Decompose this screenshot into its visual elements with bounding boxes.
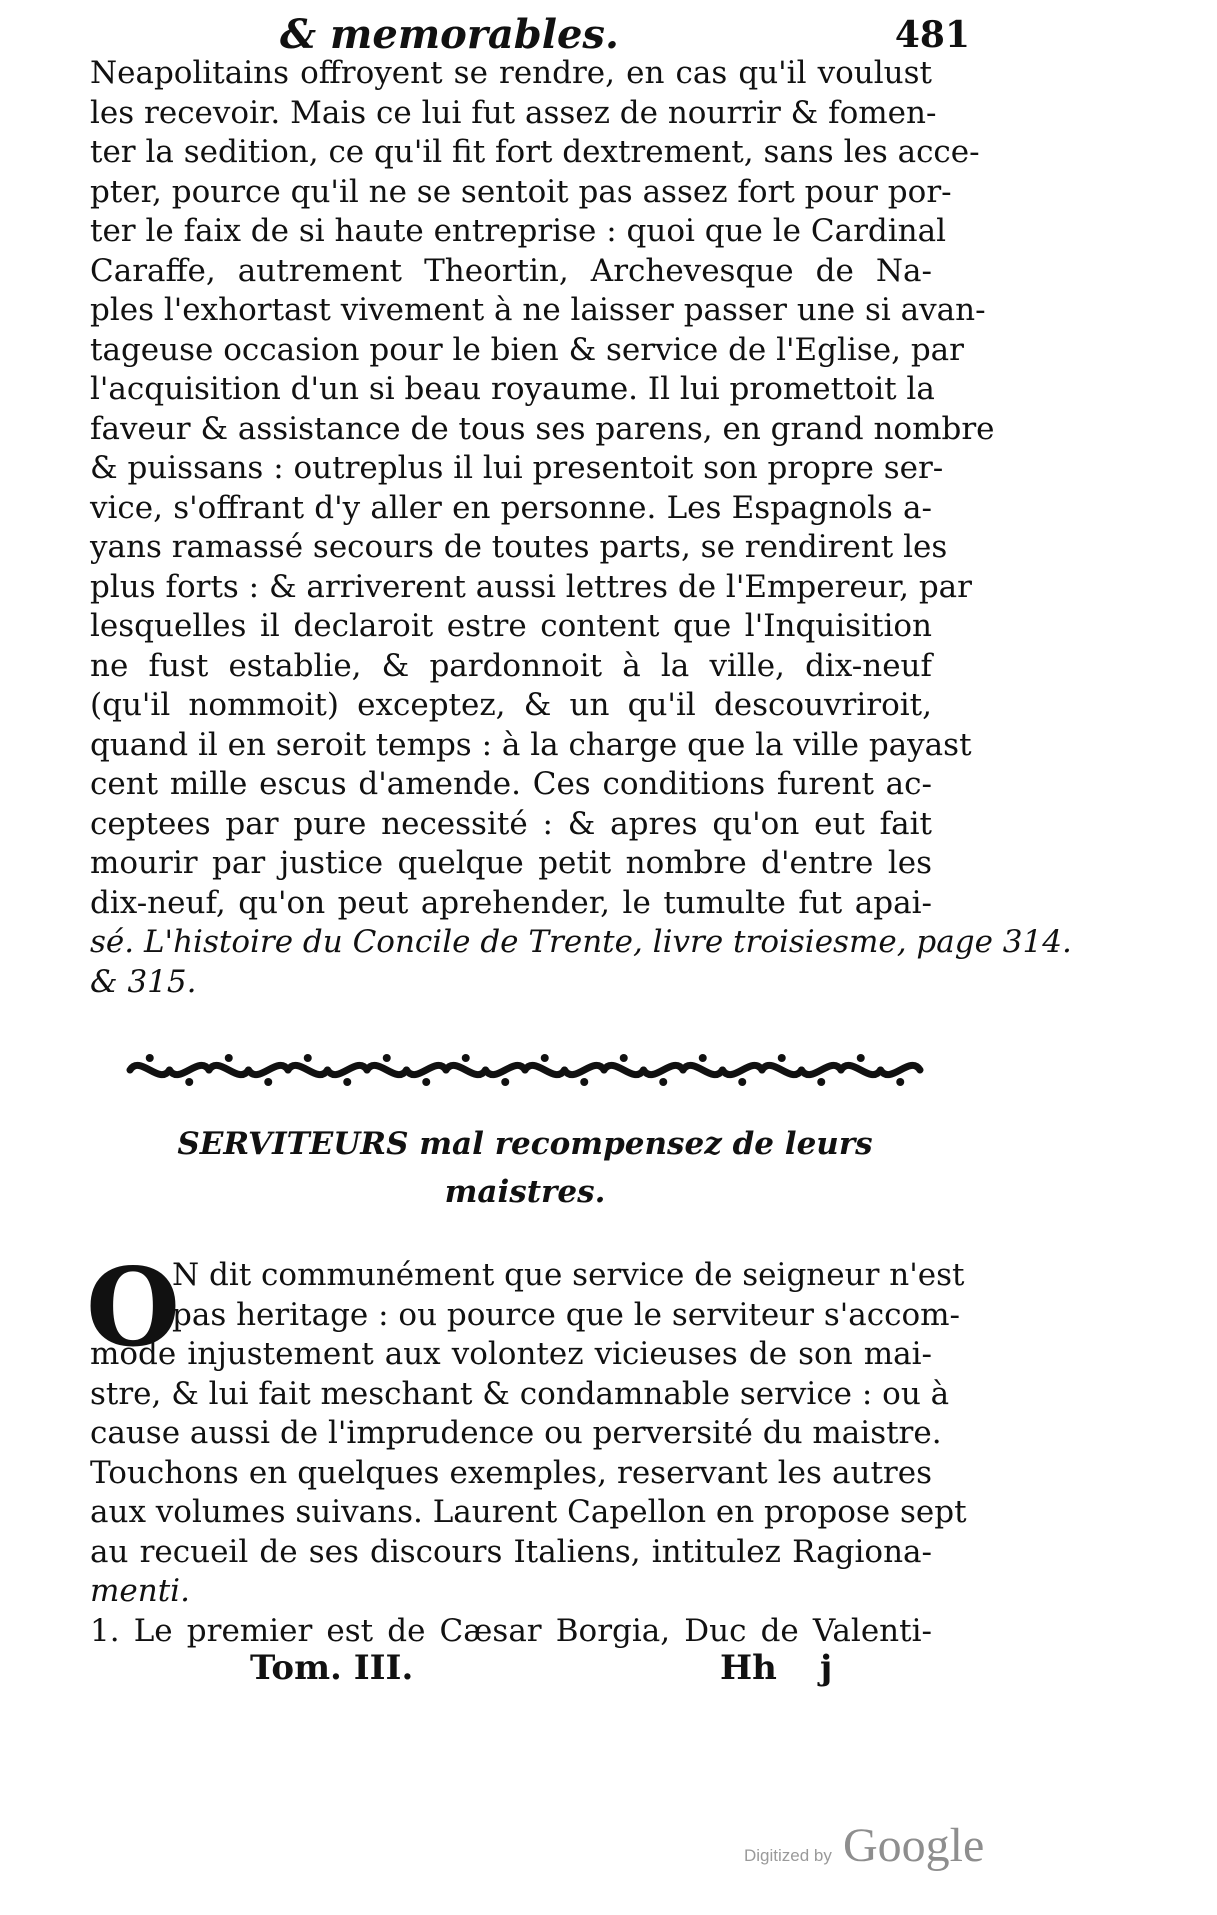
ornament-dot — [185, 1078, 193, 1086]
paragraph-continued — [90, 54, 1072, 1002]
text-line: vice, s'offrant d'y aller en personne. Les Espagnols a- — [90, 489, 932, 526]
drop-cap: O — [86, 1245, 181, 1371]
ornament-band — [130, 1048, 920, 1092]
ornament-dot — [738, 1078, 746, 1086]
digitized-by-label: Digitized by — [744, 1846, 832, 1865]
ornament-dot — [462, 1054, 470, 1062]
citation-line: sé. L'histoire du Concile de Trente, livre troisiesme, page 314. — [90, 924, 1072, 960]
text-line: stre, & lui fait meschant & condamnable service : ou à — [90, 1375, 950, 1412]
ornament-flourish — [249, 1065, 289, 1074]
text-line: quand il en seroit temps : à la charge que la ville payast — [90, 726, 972, 763]
ornament-flourish — [802, 1065, 842, 1074]
running-title: & memorables. — [280, 11, 619, 58]
ornament-dot — [541, 1054, 549, 1062]
ornament-dot — [304, 1054, 312, 1062]
citation-line: & 315. — [90, 963, 197, 1000]
text-line: mode injustement aux volontez vicieuses de son mai- — [90, 1336, 932, 1372]
digitization-watermark — [744, 1818, 984, 1878]
ornament-flourish — [841, 1065, 881, 1074]
section-heading — [150, 1120, 900, 1216]
paragraph-opening — [90, 1256, 967, 1651]
text-line: N dit communément que service de seigneur n'est — [172, 1257, 965, 1293]
text-line: plus forts : & arriverent aussi lettres de l'Empereur, par — [90, 568, 972, 605]
ornament-flourish — [881, 1065, 921, 1074]
ornament-dot — [896, 1078, 904, 1086]
ornament-dot — [620, 1054, 628, 1062]
text-line: & puissans : outreplus il lui presentoit son propre ser- — [90, 450, 944, 486]
text-line: cause aussi de l'imprudence ou perversité du maistre. — [90, 1415, 942, 1451]
text-line: ter la sedition, ce qu'il fit fort dextrement, sans les acce- — [90, 134, 980, 170]
ornament-flourish — [170, 1065, 210, 1074]
google-logo: Google — [842, 1819, 985, 1872]
ornament-flourish — [644, 1065, 684, 1074]
text-line: cent mille escus d'amende. Ces conditions furent ac- — [90, 766, 932, 802]
text-line: dix-neuf, qu'on peut aprehender, le tumulte fut apai- — [90, 884, 932, 921]
text-line: yans ramassé secours de toutes parts, se rendirent les — [90, 529, 948, 565]
page-footer — [130, 1646, 850, 1690]
section-heading-line: maistres. — [444, 1174, 606, 1210]
text-line: les recevoir. Mais ce lui fut assez de nourrir & fomen- — [90, 94, 937, 131]
text-line: Caraffe, autrement Theortin, Archevesque de Na- — [90, 252, 932, 289]
text-line: Touchons en quelques exemples, reservant les autres — [90, 1454, 932, 1491]
text-line: pas heritage : ou pource que le serviteur s'accom- — [172, 1296, 960, 1333]
text-line: ples l'exhortast vivement à ne laisser passer une si avan- — [90, 292, 986, 328]
text-line: mourir par justice quelque petit nombre d'entre les — [90, 845, 932, 881]
text-line: ter le faix de si haute entreprise : quoi que le Cardinal — [90, 213, 947, 249]
ornament-flourish — [723, 1065, 763, 1074]
ornament-dot — [778, 1054, 786, 1062]
ornament-flourish — [288, 1065, 328, 1074]
ornament-flourish — [762, 1065, 802, 1074]
text-line: pter, pource qu'il ne se sentoit pas assez fort pour por- — [90, 173, 952, 210]
ornament-flourish — [209, 1065, 249, 1074]
text-line: tageuse occasion pour le bien & service de l'Eglise, par — [90, 331, 964, 368]
section-heading-line: SERVITEURS mal recompensez de leurs — [177, 1126, 873, 1162]
ornament-flourish — [486, 1065, 526, 1074]
ornament-dot — [422, 1078, 430, 1086]
catchword: j — [820, 1648, 833, 1688]
text-line: lesquelles il declaroit estre content que l'Inquisition — [90, 608, 932, 644]
text-line: l'acquisition d'un si beau royaume. Il lui promettoit la — [90, 371, 935, 407]
ornament-dot — [383, 1054, 391, 1062]
ornament-flourish — [130, 1065, 170, 1074]
text-line: Neapolitains offroyent se rendre, en cas qu'il voulust — [90, 55, 932, 91]
ornament-flourish — [407, 1065, 447, 1074]
ornament-dot — [146, 1054, 154, 1062]
text-line: menti. — [90, 1573, 190, 1609]
text-line: (qu'il nommoit) exceptez, & un qu'il descouvriroit, — [90, 687, 932, 723]
ornament-flourish — [367, 1065, 407, 1074]
ornament-dot — [264, 1078, 272, 1086]
ornament-dot — [501, 1078, 509, 1086]
text-line: faveur & assistance de tous ses parens, en grand nombre — [90, 410, 995, 447]
text-line: ne fust establie, & pardonnoit à la ville, dix-neuf — [90, 647, 932, 684]
text-line: aux volumes suivans. Laurent Capellon en propose sept — [90, 1494, 967, 1530]
ornament-flourish — [525, 1065, 565, 1074]
ornament-dot — [580, 1078, 588, 1086]
volume-label: Tom. III. — [250, 1648, 414, 1688]
ornament-dot — [857, 1054, 865, 1062]
ornament-flourish — [604, 1065, 644, 1074]
page-number: 481 — [894, 14, 970, 56]
ornament-flourish — [683, 1065, 723, 1074]
ornament-dot — [699, 1054, 707, 1062]
text-line: ceptees par pure necessité : & apres qu'on eut fait — [90, 805, 932, 842]
ornament-flourish — [565, 1065, 605, 1074]
ornament-flourish — [328, 1065, 368, 1074]
ornament-dot — [225, 1054, 233, 1062]
ornament-dot — [343, 1078, 351, 1086]
list-item: 1. Le premier est de Cæsar Borgia, Duc de Valenti- — [90, 1612, 932, 1649]
ornament-flourish — [446, 1065, 486, 1074]
ornament-dot — [817, 1078, 825, 1086]
ornament-dot — [659, 1078, 667, 1086]
text-line: au recueil de ses discours Italiens, intitulez Ragiona- — [90, 1533, 932, 1570]
running-head — [120, 10, 970, 60]
signature-mark: Hh — [720, 1648, 777, 1688]
